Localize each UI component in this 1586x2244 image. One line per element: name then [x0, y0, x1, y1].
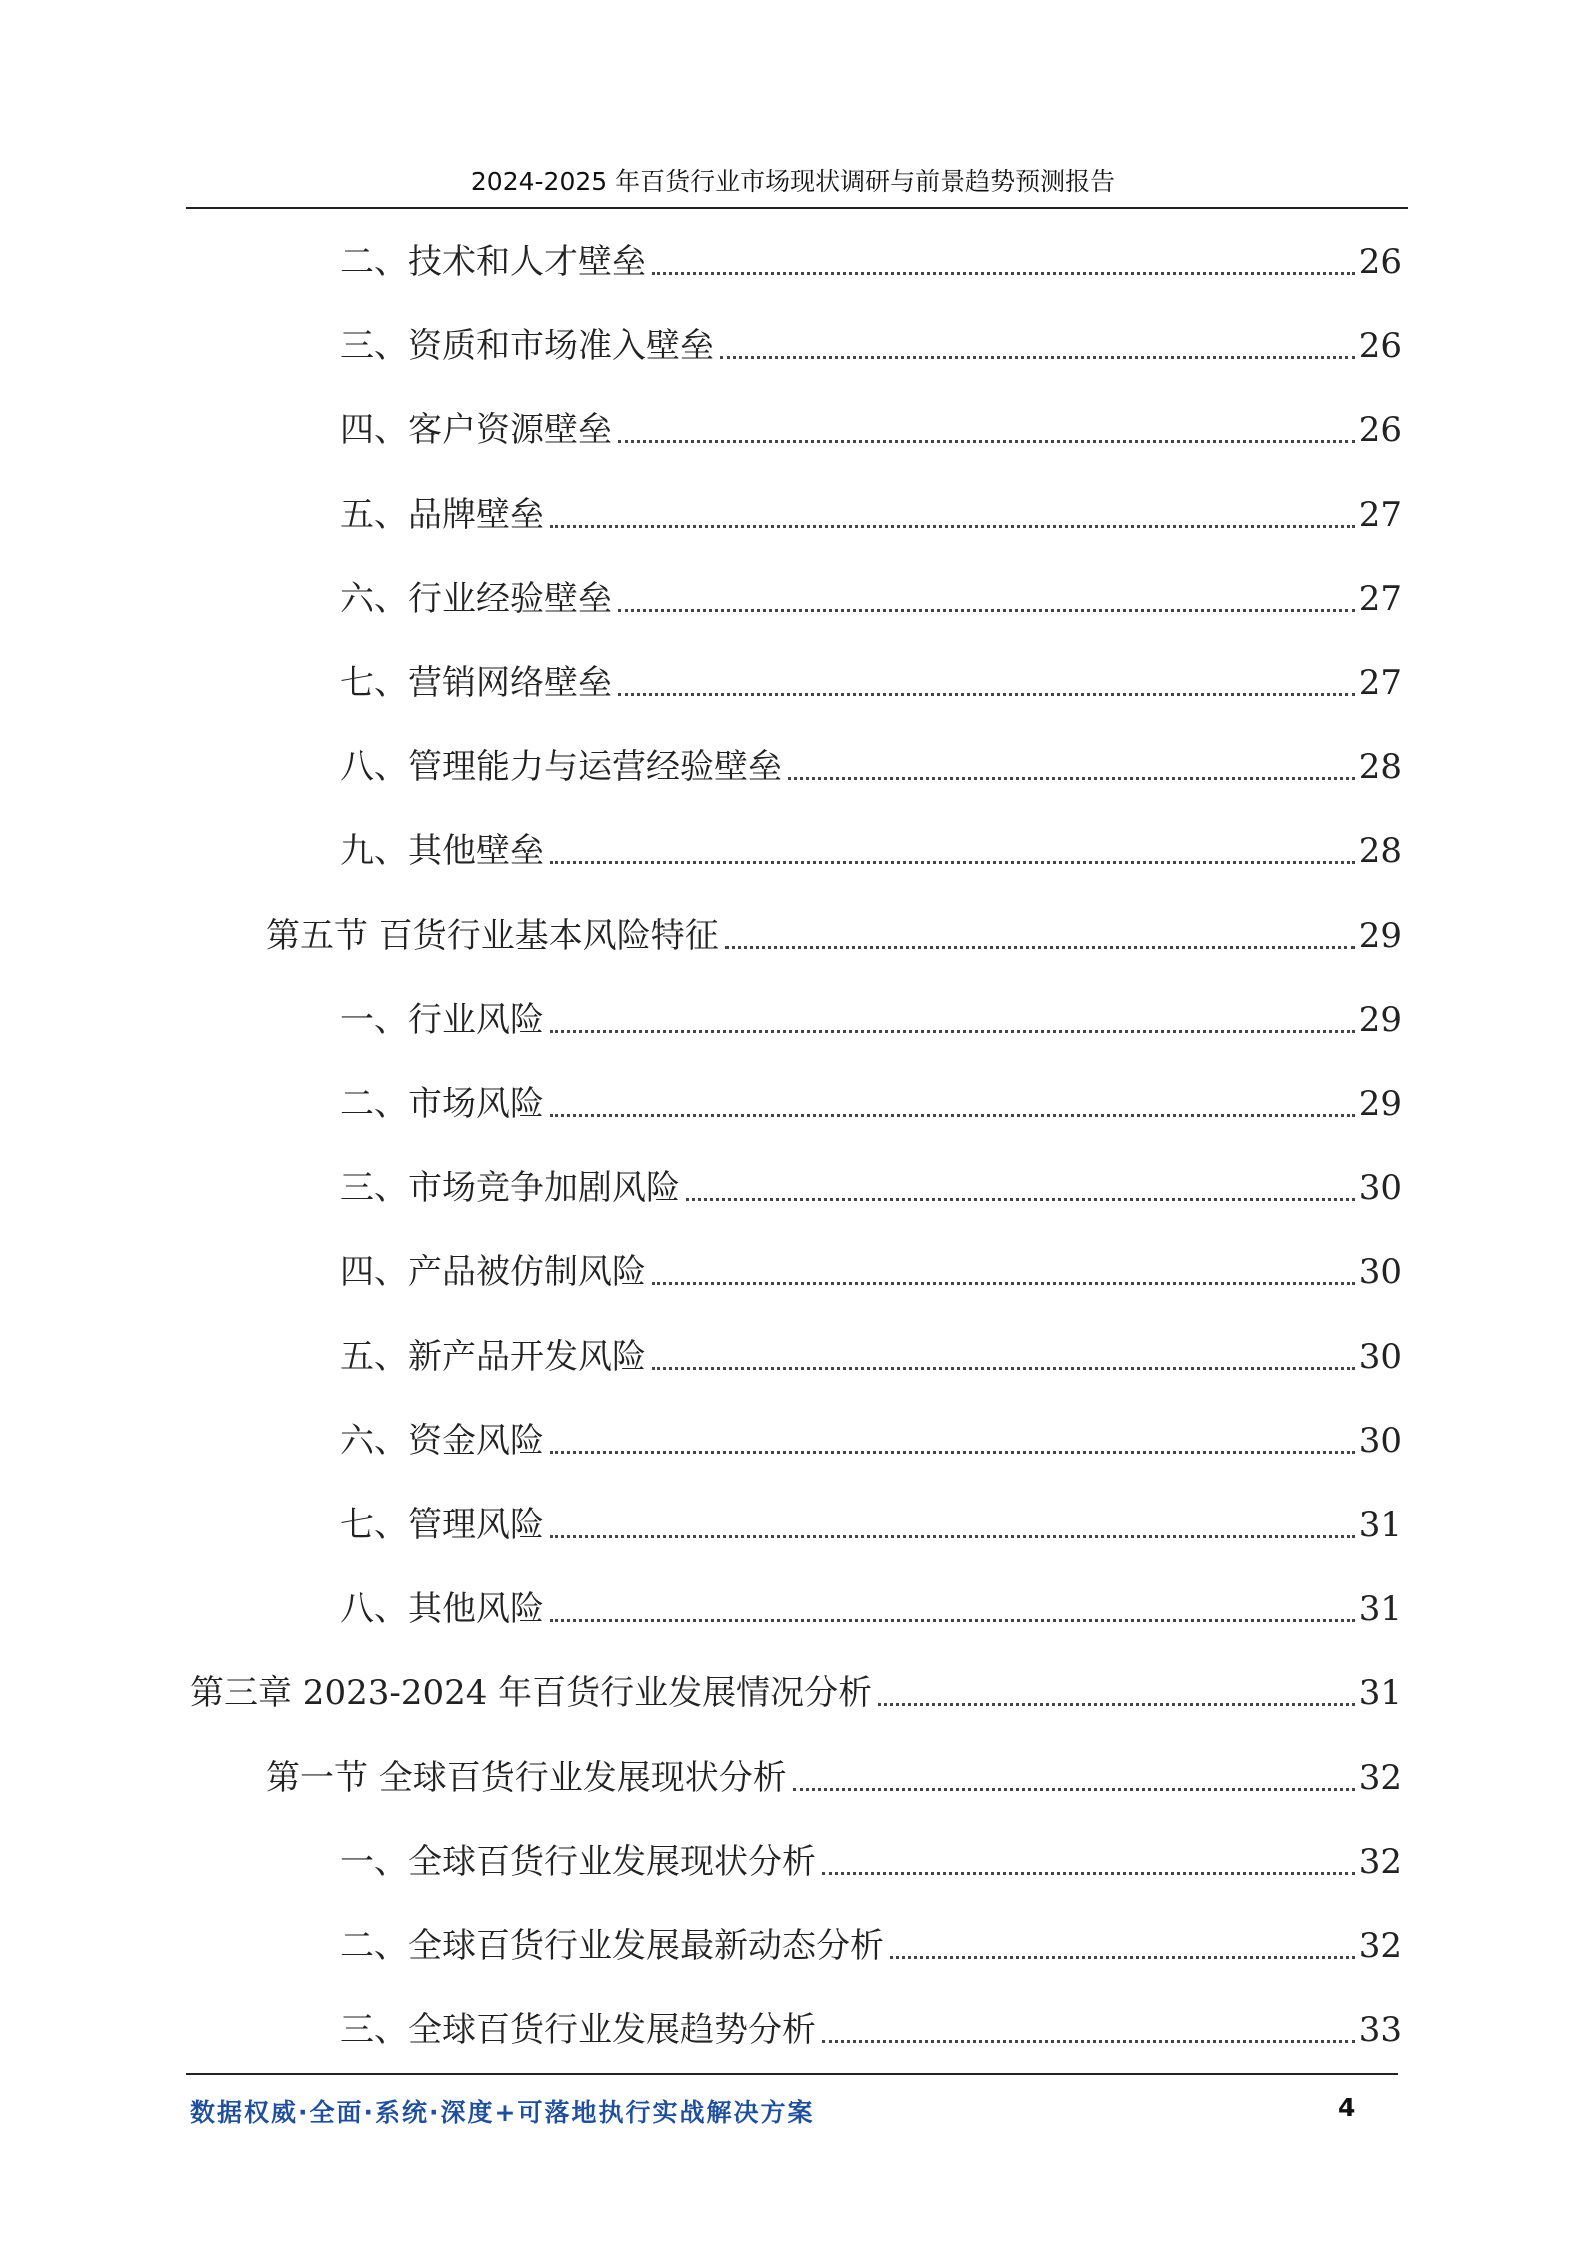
toc-entry-title: 九、其他壁垒: [340, 831, 544, 871]
toc-dot-leader: [550, 1535, 1355, 1538]
toc-entry-page-number: 31: [1358, 1673, 1402, 1713]
toc-dot-leader: [890, 1956, 1355, 1959]
toc-entry-title: 六、行业经验壁垒: [340, 579, 612, 619]
toc-entry-page-number: 28: [1358, 747, 1402, 787]
toc-entry-title: 二、全球百货行业发展最新动态分析: [340, 1926, 884, 1966]
toc-entry-title: 第一节 全球百货行业发展现状分析: [266, 1758, 787, 1798]
toc-dot-leader: [550, 861, 1355, 864]
toc-dot-leader: [618, 693, 1355, 696]
toc-dot-leader: [725, 946, 1355, 949]
toc-dot-leader: [618, 440, 1355, 443]
toc-entry-page-number: 29: [1358, 916, 1402, 956]
toc-entry-page-number: 30: [1358, 1252, 1402, 1292]
toc-dot-leader: [550, 1451, 1355, 1454]
toc-entry[interactable]: [340, 1569, 1402, 1629]
toc-entry-title: 第五节 百货行业基本风险特征: [266, 916, 719, 956]
toc-entry[interactable]: [340, 1317, 1402, 1377]
toc-entry-title: 四、客户资源壁垒: [340, 410, 612, 450]
toc-entry-page-number: 26: [1358, 326, 1402, 366]
toc-dot-leader: [788, 777, 1355, 780]
toc-entry-page-number: 29: [1358, 1000, 1402, 1040]
toc-dot-leader: [618, 609, 1355, 612]
toc-entry-title: 二、市场风险: [340, 1084, 544, 1124]
toc-entry-page-number: 30: [1358, 1337, 1402, 1377]
toc-entry-title: 三、资质和市场准入壁垒: [340, 326, 714, 366]
toc-entry[interactable]: [340, 1485, 1402, 1545]
toc-entry[interactable]: [340, 1990, 1402, 2050]
toc-entry-page-number: 30: [1358, 1421, 1402, 1461]
toc-entry-title: 三、市场竞争加剧风险: [340, 1168, 680, 1208]
toc-entry[interactable]: [340, 475, 1402, 535]
toc-entry-title: 四、产品被仿制风险: [340, 1252, 646, 1292]
toc-entry[interactable]: [340, 727, 1402, 787]
toc-entry-page-number: 33: [1358, 2010, 1402, 2050]
toc-entry-page-number: 26: [1358, 410, 1402, 450]
toc-entry-title: 五、品牌壁垒: [340, 495, 544, 535]
toc-entry[interactable]: [266, 896, 1402, 956]
toc-entry[interactable]: [340, 306, 1402, 366]
toc-dot-leader: [550, 525, 1355, 528]
toc-dot-leader: [878, 1703, 1355, 1706]
toc-entry-title: 七、管理风险: [340, 1505, 544, 1545]
toc-entry-page-number: 29: [1358, 1084, 1402, 1124]
toc-dot-leader: [652, 272, 1355, 275]
toc-entry-title: 七、营销网络壁垒: [340, 663, 612, 703]
toc-entry-page-number: 32: [1358, 1926, 1402, 1966]
toc-entry[interactable]: [340, 811, 1402, 871]
footer-slogan: 数据权威·全面·系统·深度+可落地执行实战解决方案: [190, 2098, 815, 2127]
toc-entry[interactable]: [340, 980, 1402, 1040]
toc-entry-title: 第三章 2023-2024 年百货行业发展情况分析: [190, 1673, 873, 1713]
toc-dot-leader: [793, 1788, 1355, 1791]
toc-entry-title: 八、其他风险: [340, 1589, 544, 1629]
toc-dot-leader: [550, 1030, 1355, 1033]
page-header-title: 2024-2025 年百货行业市场现状调研与前景趋势预测报告: [470, 167, 1116, 196]
toc-entry-page-number: 26: [1358, 242, 1402, 282]
toc-dot-leader: [652, 1367, 1355, 1370]
toc-entry[interactable]: [340, 1906, 1402, 1966]
toc-entry-page-number: 31: [1358, 1505, 1402, 1545]
toc-dot-leader: [720, 356, 1355, 359]
toc-dot-leader: [652, 1282, 1355, 1285]
toc-dot-leader: [550, 1114, 1355, 1117]
toc-entry-page-number: 31: [1358, 1589, 1402, 1629]
toc-dot-leader: [822, 1872, 1355, 1875]
toc-entry-title: 六、资金风险: [340, 1421, 544, 1461]
toc-entry-title: 三、全球百货行业发展趋势分析: [340, 2010, 816, 2050]
header-divider: [186, 207, 1408, 209]
toc-dot-leader: [550, 1619, 1355, 1622]
toc-entry-page-number: 32: [1358, 1758, 1402, 1798]
toc-entry[interactable]: [340, 222, 1402, 282]
toc-entry-title: 二、技术和人才壁垒: [340, 242, 646, 282]
toc-dot-leader: [686, 1198, 1355, 1201]
toc-entry-title: 一、行业风险: [340, 1000, 544, 1040]
toc-entry-page-number: 30: [1358, 1168, 1402, 1208]
footer-divider: [186, 2073, 1398, 2075]
toc-entry-page-number: 28: [1358, 831, 1402, 871]
toc-entry[interactable]: [190, 1653, 1402, 1713]
toc-entry-page-number: 27: [1358, 495, 1402, 535]
toc-entry[interactable]: [340, 1401, 1402, 1461]
toc-dot-leader: [822, 2040, 1355, 2043]
toc-entry-page-number: 27: [1358, 663, 1402, 703]
toc-entry[interactable]: [340, 390, 1402, 450]
toc-entry-title: 八、管理能力与运营经验壁垒: [340, 747, 782, 787]
toc-entry-title: 一、全球百货行业发展现状分析: [340, 1842, 816, 1882]
toc-entry[interactable]: [340, 1822, 1402, 1882]
toc-entry[interactable]: [340, 1232, 1402, 1292]
toc-entry-page-number: 32: [1358, 1842, 1402, 1882]
toc-entry[interactable]: [340, 559, 1402, 619]
footer-page-number: 4: [1338, 2093, 1356, 2122]
toc-entry[interactable]: [340, 1064, 1402, 1124]
toc-entry[interactable]: [340, 643, 1402, 703]
toc-entry-title: 五、新产品开发风险: [340, 1337, 646, 1377]
toc-entry-page-number: 27: [1358, 579, 1402, 619]
toc-entry[interactable]: [340, 1148, 1402, 1208]
toc-entry[interactable]: [266, 1738, 1402, 1798]
